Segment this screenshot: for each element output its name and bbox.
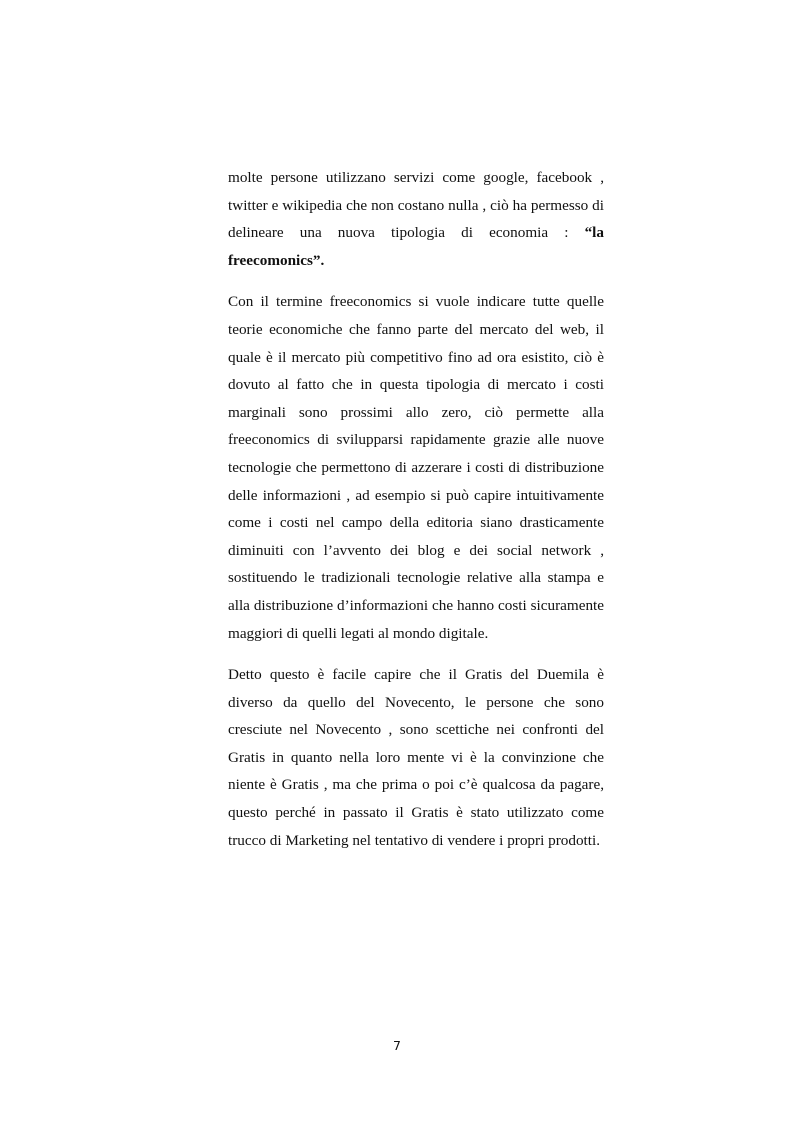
paragraph-1-text: molte persone utilizzano servizi come google, facebook , twitter e wikipedia che non costano nulla , ciò ha permesso di delineare una nuova tipologia di economia : <box>228 169 604 242</box>
paragraph-3-text: Detto questo è facile capire che il Gratis del Duemila è diverso da quello del Novecento, le persone che sono cresciute nel Novecento , sono scettiche nei confronti del Gratis in quanto nella loro mente vi è la convinzione che niente è Gratis , ma che prima o poi c’è qualcosa da pagare, questo perché in passato il Gratis è stato utilizzato come trucco di Marketing nel tentativo di vendere i propri prodotti. <box>228 666 604 849</box>
paragraph-2 <box>228 288 604 647</box>
paragraph-2-text: Con il termine freeconomics si vuole indicare tutte quelle teorie economiche che fanno parte del mercato del web, il quale è il mercato più competitivo fino ad ora esistito, ciò è dovuto al fatto che in questa tipologia di mercato i costi marginali sono prossimi allo zero, ciò permette alla freeconomics di svilupparsi rapidamente grazie alle nuove tecnologie che permettono di azzerare i costi di distribuzione delle informazioni , ad esempio si può capire intuitivamente come i costi nel campo della editoria siano drasticamente diminuiti con l’avvento dei blog e dei social network , sostituendo le tradizionali tecnologie relative alla stampa e alla distribuzione d’informazioni che hanno costi sicuramente maggiori di quelli legati al mondo digitale. <box>228 293 604 642</box>
paragraph-3 <box>228 661 604 854</box>
paragraph-1 <box>228 164 604 274</box>
body-text <box>228 164 604 868</box>
freecomonics-term: “la freecomonics”. <box>228 224 604 269</box>
page-number: 7 <box>393 1038 401 1053</box>
